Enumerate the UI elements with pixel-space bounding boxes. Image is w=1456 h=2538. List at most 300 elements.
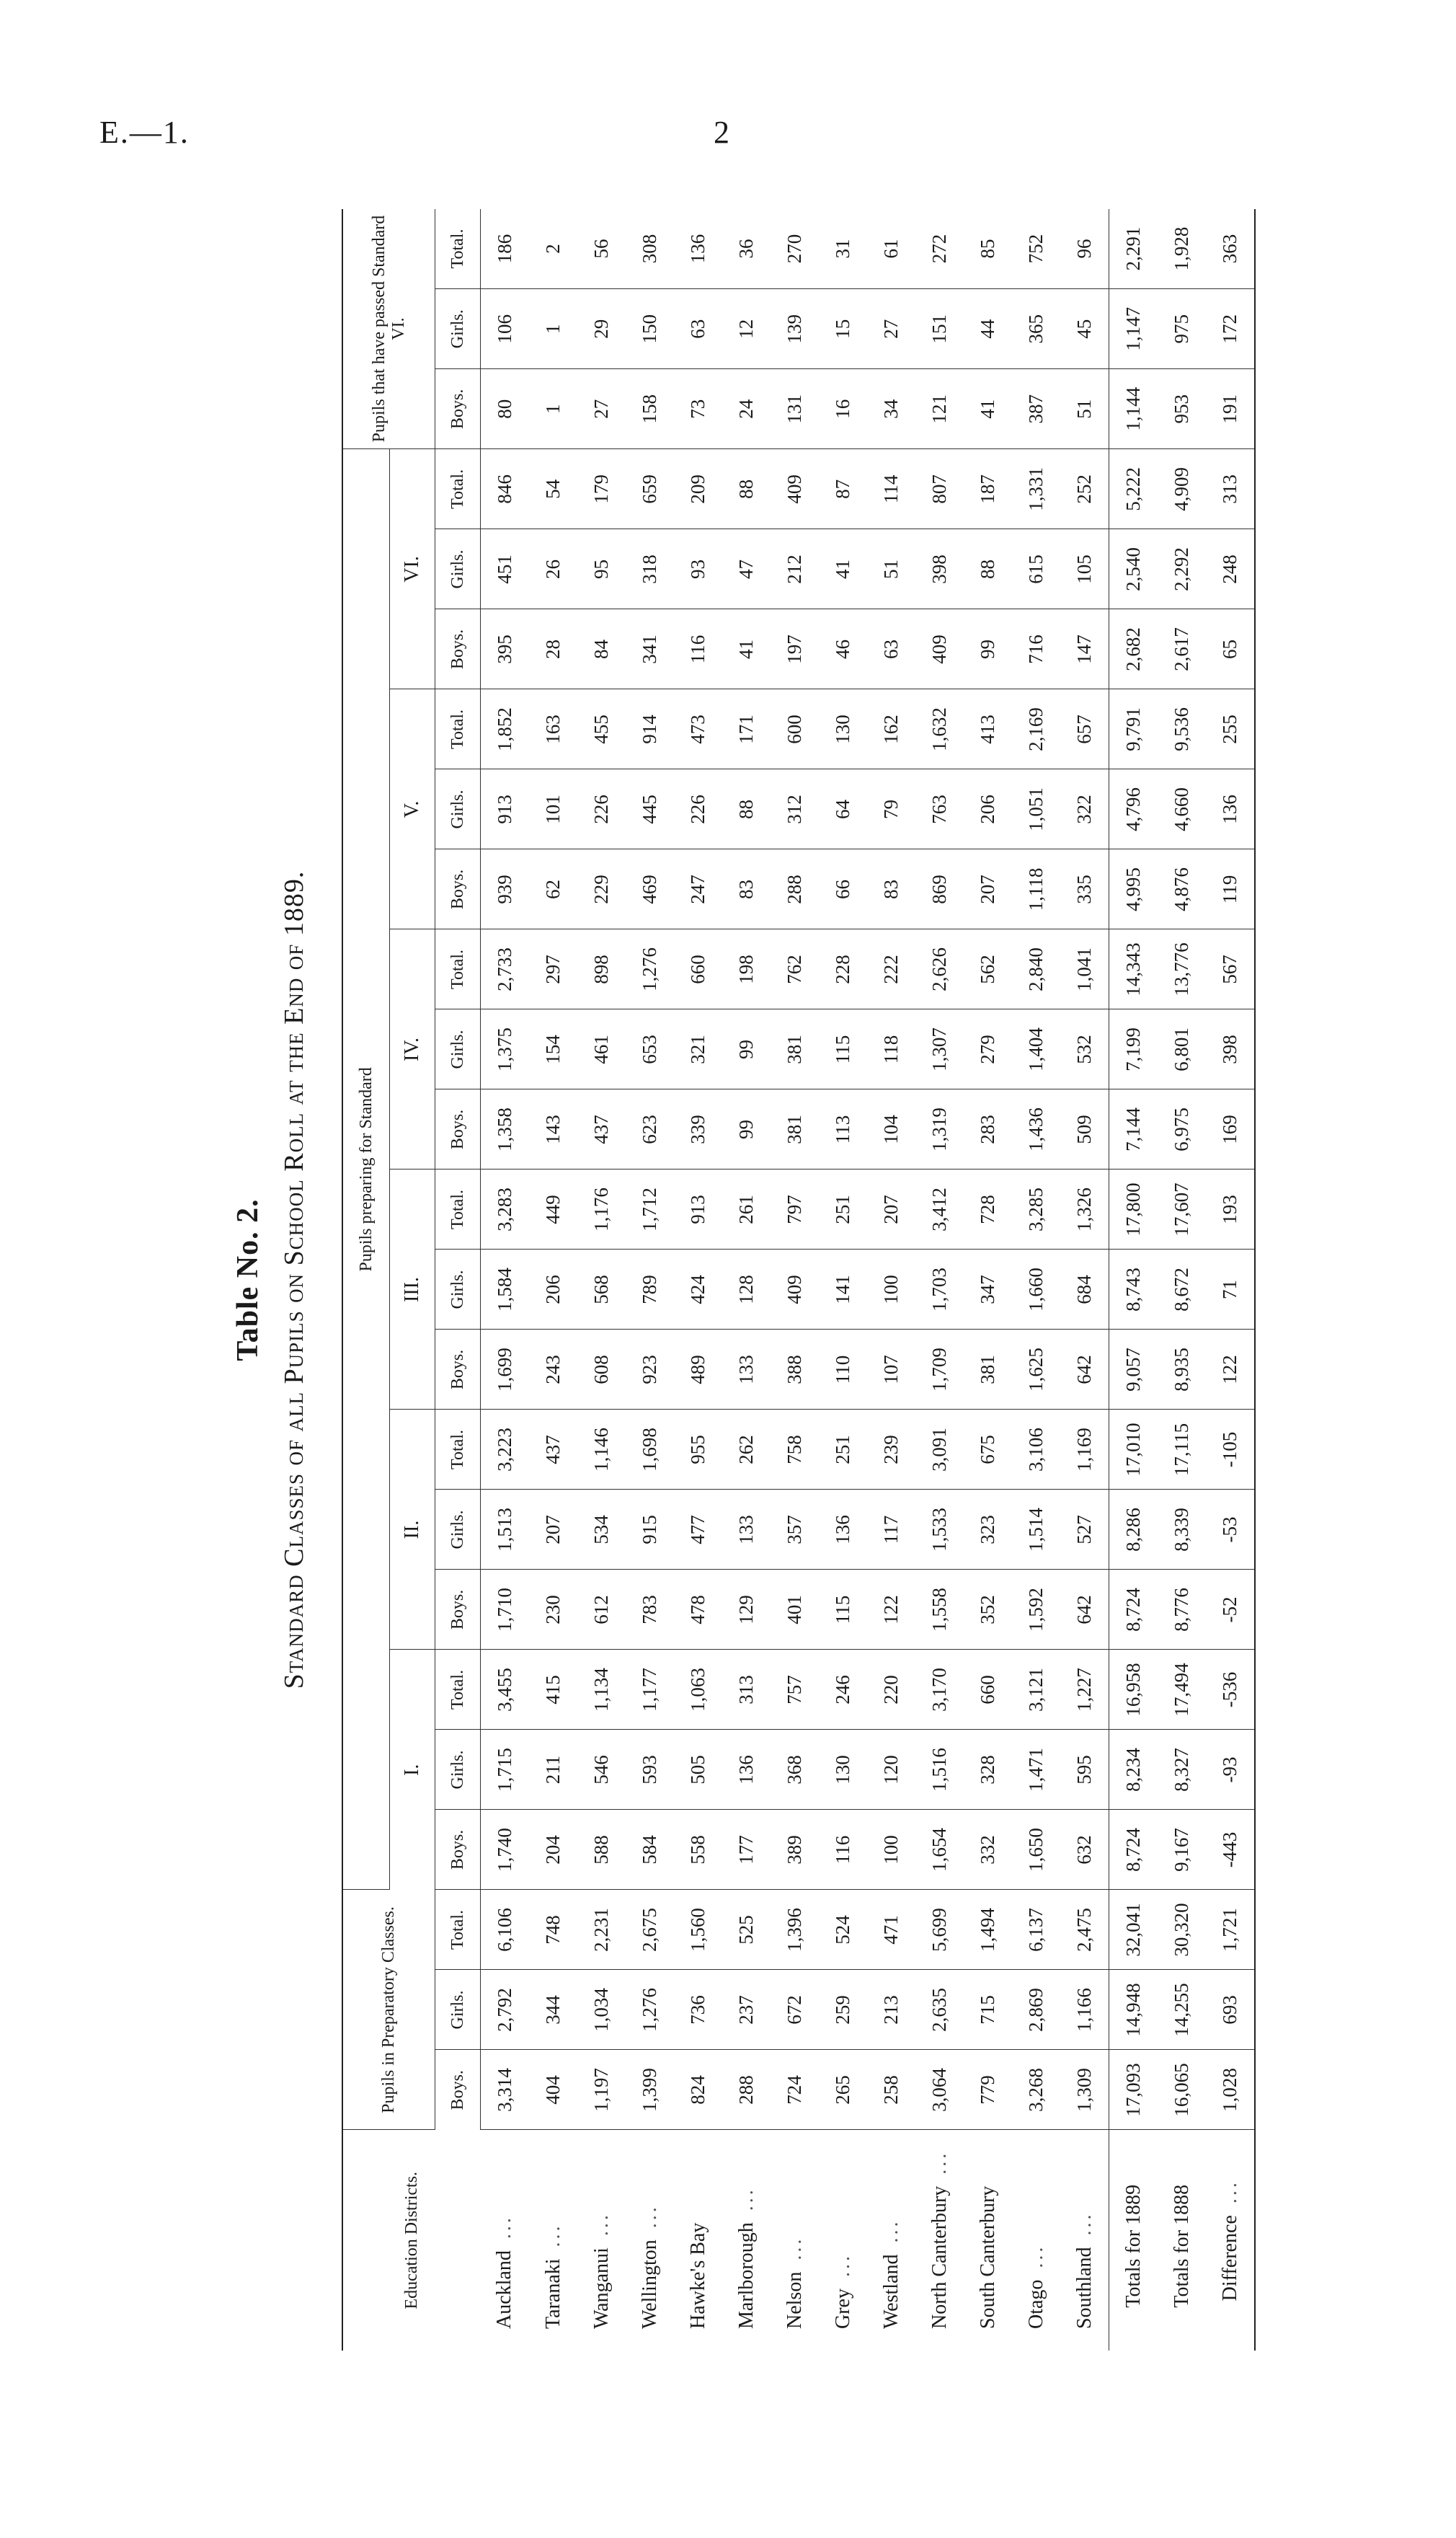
value-cell: 1,227 <box>1060 1650 1109 1730</box>
value-cell: 16 <box>819 369 867 449</box>
value-cell: 115 <box>819 1009 867 1089</box>
value-cell: 85 <box>964 209 1012 289</box>
value-cell: 66 <box>819 849 867 929</box>
value-cell: 869 <box>915 849 964 929</box>
value-cell: 172 <box>1206 289 1255 369</box>
value-cell: 321 <box>674 1009 722 1089</box>
value-cell: 88 <box>722 449 771 529</box>
value-cell: 642 <box>1060 1330 1109 1410</box>
value-cell: 17,800 <box>1109 1169 1158 1250</box>
district-label: Marlborough <box>734 2222 758 2329</box>
value-cell: 381 <box>964 1330 1012 1410</box>
value-cell: 1,625 <box>1012 1330 1060 1410</box>
value-cell: 1,710 <box>481 1570 530 1650</box>
value-cell: 363 <box>1206 209 1255 289</box>
value-cell: 197 <box>771 609 819 689</box>
value-cell: 220 <box>867 1650 915 1730</box>
value-cell: 162 <box>867 689 915 769</box>
value-cell: 1,494 <box>964 1890 1012 1970</box>
rotated-table-block <box>231 209 1326 2351</box>
value-cell: 63 <box>867 609 915 689</box>
value-cell: 1,513 <box>481 1490 530 1570</box>
district-name <box>915 2130 964 2351</box>
value-cell: 915 <box>626 1490 674 1570</box>
value-cell: 409 <box>771 1250 819 1330</box>
value-cell: 404 <box>529 2050 577 2130</box>
value-cell: 8,743 <box>1109 1250 1158 1330</box>
value-cell: 716 <box>1012 609 1060 689</box>
leader-dots: ... <box>879 2219 902 2243</box>
value-cell: 1,740 <box>481 1810 530 1890</box>
value-cell: 388 <box>771 1330 819 1410</box>
district-label: South Canterbury <box>976 2185 999 2329</box>
value-cell: 1,169 <box>1060 1410 1109 1490</box>
table-row <box>626 209 674 2351</box>
value-cell: 106 <box>481 289 530 369</box>
value-cell: 130 <box>819 1730 867 1810</box>
value-cell: 122 <box>1206 1330 1255 1410</box>
value-cell: 1,144 <box>1109 369 1158 449</box>
value-cell: 265 <box>819 2050 867 2130</box>
value-cell: 251 <box>819 1410 867 1490</box>
district-name <box>867 2130 915 2351</box>
value-cell: 3,268 <box>1012 2050 1060 2130</box>
value-cell: 141 <box>819 1250 867 1330</box>
value-cell: 6,801 <box>1158 1009 1206 1089</box>
value-cell: 424 <box>674 1250 722 1330</box>
value-cell: 8,776 <box>1158 1570 1206 1650</box>
value-cell: 313 <box>722 1650 771 1730</box>
value-cell: 93 <box>674 529 722 609</box>
value-cell: 1,650 <box>1012 1810 1060 1890</box>
table-row <box>577 209 626 2351</box>
value-cell: 1,309 <box>1060 2050 1109 2130</box>
header-boys: Boys. <box>435 849 481 929</box>
value-cell: 1,375 <box>481 1009 530 1089</box>
value-cell: 323 <box>964 1490 1012 1570</box>
value-cell: 14,948 <box>1109 1970 1158 2050</box>
value-cell: 8,286 <box>1109 1490 1158 1570</box>
value-cell: 239 <box>867 1410 915 1490</box>
value-cell: 1,041 <box>1060 929 1109 1009</box>
header-girls: Girls. <box>435 529 481 609</box>
header-total: Total. <box>435 689 481 769</box>
value-cell: 525 <box>722 1890 771 1970</box>
value-cell: 8,339 <box>1158 1490 1206 1570</box>
value-cell: -105 <box>1206 1410 1255 1490</box>
value-cell: 1,399 <box>626 2050 674 2130</box>
district-name <box>819 2130 867 2351</box>
value-cell: 2 <box>529 209 577 289</box>
value-cell: 975 <box>1158 289 1206 369</box>
value-cell: 1,276 <box>626 1970 674 2050</box>
value-cell: 64 <box>819 769 867 849</box>
header-total: Total. <box>435 209 481 289</box>
value-cell: 308 <box>626 209 674 289</box>
value-cell: 258 <box>867 2050 915 2130</box>
value-cell: 96 <box>1060 209 1109 289</box>
header-total: Total. <box>435 1650 481 1730</box>
value-cell: 779 <box>964 2050 1012 2130</box>
value-cell: 748 <box>529 1890 577 1970</box>
value-cell: 71 <box>1206 1250 1255 1330</box>
value-cell: 1,698 <box>626 1410 674 1490</box>
value-cell: 128 <box>722 1250 771 1330</box>
value-cell: 347 <box>964 1250 1012 1330</box>
value-cell: 16,958 <box>1109 1650 1158 1730</box>
value-cell: 1,712 <box>626 1169 674 1250</box>
value-cell: 1,516 <box>915 1730 964 1810</box>
table-row <box>1060 209 1109 2351</box>
header-education-districts: Education Districts. <box>342 2130 481 2351</box>
value-cell: 136 <box>722 1730 771 1810</box>
value-cell: 3,283 <box>481 1169 530 1250</box>
value-cell: 546 <box>577 1730 626 1810</box>
value-cell: 288 <box>722 2050 771 2130</box>
value-cell: 558 <box>674 1810 722 1890</box>
value-cell: 248 <box>1206 529 1255 609</box>
table-row <box>481 209 530 2351</box>
header-total: Total. <box>435 1410 481 1490</box>
value-cell: 1,147 <box>1109 289 1158 369</box>
value-cell: 415 <box>529 1650 577 1730</box>
value-cell: 600 <box>771 689 819 769</box>
header-standard: II. <box>390 1410 435 1650</box>
value-cell: 642 <box>1060 1570 1109 1650</box>
value-cell: 344 <box>529 1970 577 2050</box>
value-cell: 204 <box>529 1810 577 1890</box>
value-cell: 1,326 <box>1060 1169 1109 1250</box>
value-cell: 398 <box>915 529 964 609</box>
value-cell: 783 <box>626 1570 674 1650</box>
value-cell: 1,436 <box>1012 1089 1060 1169</box>
district-name <box>626 2130 674 2351</box>
value-cell: 212 <box>771 529 819 609</box>
value-cell: 237 <box>722 1970 771 2050</box>
value-cell: 150 <box>626 289 674 369</box>
value-cell: 113 <box>819 1089 867 1169</box>
value-cell: 83 <box>722 849 771 929</box>
header-preparing-for-standard: Pupils preparing for Standard <box>342 449 390 1890</box>
value-cell: 401 <box>771 1570 819 1650</box>
value-cell: 56 <box>577 209 626 289</box>
value-cell: -93 <box>1206 1730 1255 1810</box>
table-row <box>915 209 964 2351</box>
value-cell: 32,041 <box>1109 1890 1158 1970</box>
value-cell: 763 <box>915 769 964 849</box>
value-cell: 139 <box>771 289 819 369</box>
value-cell: 478 <box>674 1570 722 1650</box>
value-cell: 615 <box>1012 529 1060 609</box>
value-cell: 357 <box>771 1490 819 1570</box>
value-cell: 1,177 <box>626 1650 674 1730</box>
value-cell: 36 <box>722 209 771 289</box>
value-cell: 119 <box>1206 849 1255 929</box>
value-cell: 270 <box>771 209 819 289</box>
value-cell: 1,166 <box>1060 1970 1109 2050</box>
value-cell: 1,632 <box>915 689 964 769</box>
value-cell: 131 <box>771 369 819 449</box>
value-cell: 489 <box>674 1330 722 1410</box>
value-cell: 1,560 <box>674 1890 722 1970</box>
header-standard: III. <box>390 1169 435 1410</box>
table-row <box>819 209 867 2351</box>
value-cell: 41 <box>964 369 1012 449</box>
value-cell: 955 <box>674 1410 722 1490</box>
value-cell: 84 <box>577 609 626 689</box>
value-cell: 99 <box>722 1009 771 1089</box>
value-cell: 381 <box>771 1089 819 1169</box>
value-cell: 17,010 <box>1109 1410 1158 1490</box>
value-cell: 595 <box>1060 1730 1109 1810</box>
value-cell: 14,343 <box>1109 929 1158 1009</box>
value-cell: 4,995 <box>1109 849 1158 929</box>
value-cell: 1,051 <box>1012 769 1060 849</box>
value-cell: 105 <box>1060 529 1109 609</box>
value-cell: 243 <box>529 1330 577 1410</box>
value-cell: 659 <box>626 449 674 529</box>
value-cell: 121 <box>915 369 964 449</box>
value-cell: 953 <box>1158 369 1206 449</box>
value-cell: 206 <box>964 769 1012 849</box>
value-cell: 30,320 <box>1158 1890 1206 1970</box>
table-title: Table No. 2. <box>231 1198 265 1361</box>
value-cell: 3,314 <box>481 2050 530 2130</box>
value-cell: 3,285 <box>1012 1169 1060 1250</box>
table-row <box>867 209 915 2351</box>
value-cell: 122 <box>867 1570 915 1650</box>
value-cell: 6,137 <box>1012 1890 1060 1970</box>
value-cell: 762 <box>771 929 819 1009</box>
district-name <box>529 2130 577 2351</box>
value-cell: 437 <box>577 1089 626 1169</box>
table-row <box>771 209 819 2351</box>
value-cell: 2,292 <box>1158 529 1206 609</box>
value-cell: 675 <box>964 1410 1012 1490</box>
district-label: Difference <box>1218 2215 1241 2302</box>
district-label: Totals for 1889 <box>1122 2184 1145 2308</box>
value-cell: 133 <box>722 1330 771 1410</box>
value-cell: 752 <box>1012 209 1060 289</box>
value-cell: 477 <box>674 1490 722 1570</box>
value-cell: 657 <box>1060 689 1109 769</box>
value-cell: 3,170 <box>915 1650 964 1730</box>
value-cell: 758 <box>771 1410 819 1490</box>
district-label: Grey <box>831 2289 854 2329</box>
value-cell: 177 <box>722 1810 771 1890</box>
value-cell: 151 <box>915 289 964 369</box>
value-cell: 27 <box>867 289 915 369</box>
table-row <box>722 209 771 2351</box>
value-cell: 8,234 <box>1109 1730 1158 1810</box>
district-label: Otago <box>1024 2279 1047 2329</box>
value-cell: 2,231 <box>577 1890 626 1970</box>
value-cell: 120 <box>867 1730 915 1810</box>
district-label: Taranaki <box>541 2258 564 2329</box>
table-row <box>1012 209 1060 2351</box>
value-cell: 409 <box>915 609 964 689</box>
value-cell: 1,118 <box>1012 849 1060 929</box>
value-cell: 352 <box>964 1570 1012 1650</box>
leader-dots: ... <box>493 2215 516 2239</box>
header-standard: VI. <box>390 449 435 689</box>
value-cell: 693 <box>1206 1970 1255 2050</box>
value-cell: 7,144 <box>1109 1089 1158 1169</box>
value-cell: 1,533 <box>915 1490 964 1570</box>
value-cell: 158 <box>626 369 674 449</box>
value-cell: 2,291 <box>1109 209 1158 289</box>
value-cell: 2,840 <box>1012 929 1060 1009</box>
value-cell: 923 <box>626 1330 674 1410</box>
value-cell: 5,222 <box>1109 449 1158 529</box>
value-cell: 534 <box>577 1490 626 1570</box>
value-cell: 88 <box>722 769 771 849</box>
value-cell: 593 <box>626 1730 674 1810</box>
value-cell: 27 <box>577 369 626 449</box>
value-cell: 532 <box>1060 1009 1109 1089</box>
district-name <box>1158 2130 1206 2351</box>
value-cell: 588 <box>577 1810 626 1890</box>
value-cell: -52 <box>1206 1570 1255 1650</box>
value-cell: 246 <box>819 1650 867 1730</box>
value-cell: 8,724 <box>1109 1570 1158 1650</box>
value-cell: 509 <box>1060 1089 1109 1169</box>
district-label: Hawke's Bay <box>686 2222 709 2329</box>
value-cell: 163 <box>529 689 577 769</box>
table-row <box>674 209 722 2351</box>
value-cell: 12 <box>722 289 771 369</box>
value-cell: 129 <box>722 1570 771 1650</box>
value-cell: 449 <box>529 1169 577 1250</box>
district-label: Westland <box>879 2254 902 2329</box>
value-cell: 61 <box>867 209 915 289</box>
value-cell: 387 <box>1012 369 1060 449</box>
header-preparatory-classes: Pupils in Preparatory Classes. <box>342 1890 435 2130</box>
value-cell: 339 <box>674 1089 722 1169</box>
value-cell: 99 <box>722 1089 771 1169</box>
value-cell: 136 <box>674 209 722 289</box>
value-cell: 207 <box>964 849 1012 929</box>
value-cell: 116 <box>819 1810 867 1890</box>
value-cell: 471 <box>867 1890 915 1970</box>
district-name <box>1206 2130 1255 2351</box>
page-reference: E.—1. <box>99 115 190 150</box>
value-cell: 413 <box>964 689 1012 769</box>
value-cell: 473 <box>674 689 722 769</box>
district-label: Auckland <box>493 2250 516 2329</box>
value-cell: 1,331 <box>1012 449 1060 529</box>
value-cell: 2,682 <box>1109 609 1158 689</box>
value-cell: 409 <box>771 449 819 529</box>
value-cell: 1,307 <box>915 1009 964 1089</box>
value-cell: 365 <box>1012 289 1060 369</box>
header-total: Total. <box>435 929 481 1009</box>
value-cell: 660 <box>964 1650 1012 1730</box>
value-cell: 1,319 <box>915 1089 964 1169</box>
value-cell: 1,703 <box>915 1250 964 1330</box>
value-cell: 1,721 <box>1206 1890 1255 1970</box>
value-cell: 133 <box>722 1490 771 1570</box>
header-girls: Girls. <box>435 1009 481 1089</box>
page-number: 2 <box>714 115 729 150</box>
value-cell: 1,063 <box>674 1650 722 1730</box>
value-cell: 1,709 <box>915 1330 964 1410</box>
district-label: Nelson <box>783 2271 806 2329</box>
value-cell: 114 <box>867 449 915 529</box>
value-cell: 1,146 <box>577 1410 626 1490</box>
value-cell: 728 <box>964 1169 1012 1250</box>
leader-dots: ... <box>783 2236 806 2260</box>
value-cell: 2,540 <box>1109 529 1158 609</box>
leader-dots: ... <box>590 2212 613 2237</box>
value-cell: 4,876 <box>1158 849 1206 929</box>
value-cell: 2,635 <box>915 1970 964 2050</box>
value-cell: 110 <box>819 1330 867 1410</box>
table-row <box>1206 209 1255 2351</box>
district-label: Southland <box>1073 2247 1096 2329</box>
header-boys: Boys. <box>435 1089 481 1169</box>
header-girls: Girls. <box>435 769 481 849</box>
header-girls: Girls. <box>435 1250 481 1330</box>
table-row <box>529 209 577 2351</box>
value-cell: 9,791 <box>1109 689 1158 769</box>
value-cell: 63 <box>674 289 722 369</box>
value-cell: 15 <box>819 289 867 369</box>
value-cell: 568 <box>577 1250 626 1330</box>
value-cell: 3,106 <box>1012 1410 1060 1490</box>
header-girls: Girls. <box>435 289 481 369</box>
value-cell: 283 <box>964 1089 1012 1169</box>
value-cell: 584 <box>626 1810 674 1890</box>
value-cell: 455 <box>577 689 626 769</box>
header-total: Total. <box>435 449 481 529</box>
value-cell: 461 <box>577 1009 626 1089</box>
table-row <box>964 209 1012 2351</box>
value-cell: 437 <box>529 1410 577 1490</box>
header-girls: Girls. <box>435 1730 481 1810</box>
value-cell: 1,558 <box>915 1570 964 1650</box>
value-cell: 44 <box>964 289 1012 369</box>
value-cell: 252 <box>1060 449 1109 529</box>
value-cell: 1,404 <box>1012 1009 1060 1089</box>
value-cell: 8,672 <box>1158 1250 1206 1330</box>
value-cell: 898 <box>577 929 626 1009</box>
value-cell: 179 <box>577 449 626 529</box>
district-label: North Canterbury <box>928 2185 951 2329</box>
value-cell: 913 <box>481 769 530 849</box>
value-cell: 209 <box>674 449 722 529</box>
district-label: Wanganui <box>590 2247 613 2329</box>
value-cell: 1,396 <box>771 1890 819 1970</box>
value-cell: 914 <box>626 689 674 769</box>
value-cell: 213 <box>867 1970 915 2050</box>
value-cell: 623 <box>626 1089 674 1169</box>
header-boys: Boys. <box>435 1330 481 1410</box>
table-titles <box>231 209 310 2351</box>
value-cell: 322 <box>1060 769 1109 849</box>
value-cell: 261 <box>722 1169 771 1250</box>
value-cell: 3,121 <box>1012 1650 1060 1730</box>
value-cell: 824 <box>674 2050 722 2130</box>
district-label: Wellington <box>638 2239 661 2329</box>
district-name <box>722 2130 771 2351</box>
value-cell: 136 <box>1206 769 1255 849</box>
value-cell: 147 <box>1060 609 1109 689</box>
value-cell: 1,592 <box>1012 1570 1060 1650</box>
value-cell: 2,869 <box>1012 1970 1060 2050</box>
value-cell: 41 <box>819 529 867 609</box>
value-cell: 736 <box>674 1970 722 2050</box>
